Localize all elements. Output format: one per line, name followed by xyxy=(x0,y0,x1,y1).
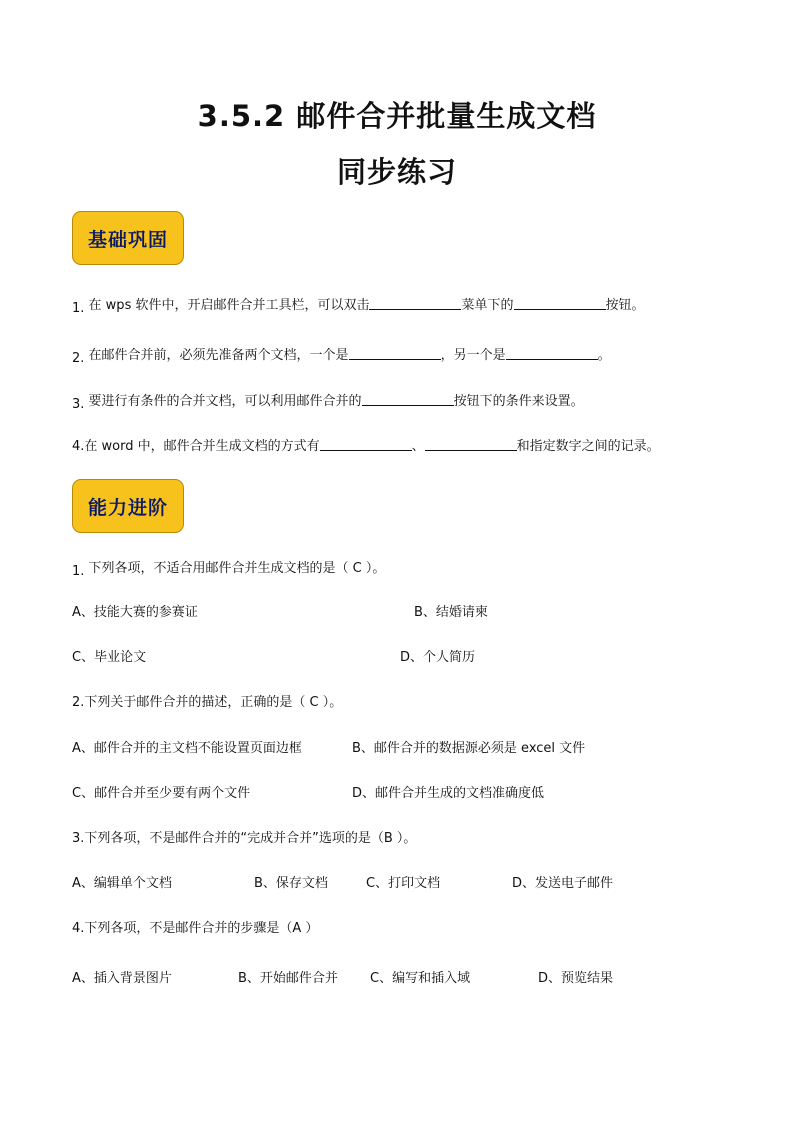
item-text: 和指定数字之间的记录。 xyxy=(516,439,660,454)
item-text: 菜单下的 xyxy=(461,298,514,313)
question-text: 下列各项，不是邮件合并的步骤是（A ） xyxy=(84,921,319,936)
item-text: 在 wps 软件中，开启邮件合并工具栏，可以双击 xyxy=(88,298,370,313)
q3-option-c: C、打印文档 xyxy=(366,876,441,891)
question-3 xyxy=(72,830,416,848)
item-text: 要进行有条件的合并文档，可以利用邮件合并的 xyxy=(88,394,362,409)
q1-option-d: D、个人简历 xyxy=(400,650,476,665)
item-number: 2. xyxy=(72,351,85,366)
q3-option-a: A、编辑单个文档 xyxy=(72,876,172,891)
q3-option-b: B、保存文档 xyxy=(254,876,328,891)
question-4 xyxy=(72,920,318,938)
question-2 xyxy=(72,694,342,712)
q3-option-d: D、发送电子邮件 xyxy=(512,876,614,891)
item-text: 按钮。 xyxy=(605,298,645,313)
answer-blank[interactable] xyxy=(425,437,517,451)
item-text: 。 xyxy=(597,348,611,363)
answer-blank[interactable] xyxy=(349,346,441,360)
question-text: 下列各项，不适合用邮件合并生成文档的是（ C ）。 xyxy=(88,561,386,576)
item-number: 4. xyxy=(72,439,85,454)
fill-item-4 xyxy=(72,437,660,456)
answer-blank[interactable] xyxy=(320,437,412,451)
q2-option-a: A、邮件合并的主文档不能设置页面边框 xyxy=(72,741,302,756)
question-number: 2. xyxy=(72,695,85,710)
question-number: 3. xyxy=(72,831,85,846)
answer-blank[interactable] xyxy=(369,296,461,310)
question-number: 4. xyxy=(72,921,85,936)
q4-option-d: D、预览结果 xyxy=(538,971,614,986)
q4-option-b: B、开始邮件合并 xyxy=(238,971,338,986)
question-number: 1. xyxy=(72,564,85,579)
q4-option-c: C、编写和插入域 xyxy=(370,971,471,986)
q1-option-c: C、毕业论文 xyxy=(72,650,147,665)
item-number: 1. xyxy=(72,301,85,316)
page-subtitle: 同步练习 xyxy=(336,155,457,189)
fill-item-1 xyxy=(72,296,645,318)
section-badge-advanced: 能力进阶 xyxy=(72,479,184,533)
item-text: 按钮下的条件来设置。 xyxy=(453,394,584,409)
question-text: 下列关于邮件合并的描述，正确的是（ C ）。 xyxy=(84,695,343,710)
question-text: 下列各项，不是邮件合并的“完成并合并”选项的是（B ）。 xyxy=(84,831,417,846)
answer-blank[interactable] xyxy=(506,346,598,360)
q1-option-b: B、结婚请柬 xyxy=(414,605,488,620)
q4-option-a: A、插入背景图片 xyxy=(72,971,172,986)
page-title: 3.5.2 邮件合并批量生成文档 xyxy=(197,99,597,133)
section-badge-basic: 基础巩固 xyxy=(72,211,184,265)
q1-option-a: A、技能大赛的参赛证 xyxy=(72,605,198,620)
answer-blank[interactable] xyxy=(362,392,454,406)
item-text: 在 word 中，邮件合并生成文档的方式有 xyxy=(84,439,320,454)
q2-option-d: D、邮件合并生成的文档准确度低 xyxy=(352,786,545,801)
item-text: 、 xyxy=(411,439,425,454)
fill-item-2 xyxy=(72,346,611,368)
item-text: ，另一个是 xyxy=(440,348,506,363)
question-1 xyxy=(72,560,385,581)
item-text: 在邮件合并前，必须先准备两个文档，一个是 xyxy=(88,348,349,363)
answer-blank[interactable] xyxy=(514,296,606,310)
q2-option-c: C、邮件合并至少要有两个文件 xyxy=(72,786,251,801)
fill-item-3 xyxy=(72,392,584,414)
q2-option-b: B、邮件合并的数据源必须是 excel 文件 xyxy=(352,741,586,756)
item-number: 3. xyxy=(72,397,85,412)
